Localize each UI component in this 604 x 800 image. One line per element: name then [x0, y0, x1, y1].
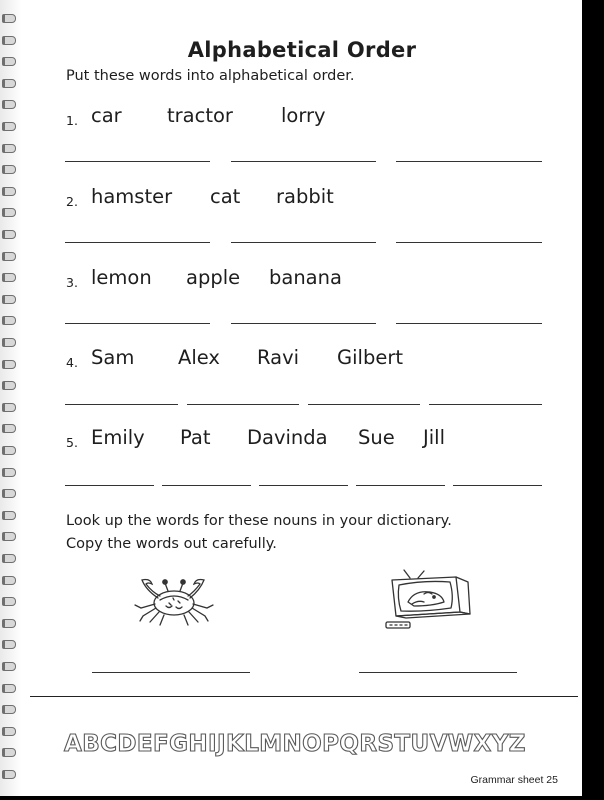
binder-ring	[2, 165, 16, 174]
word: Sue	[358, 426, 395, 449]
binder-ring	[2, 79, 16, 88]
binder-ring	[2, 662, 16, 671]
question-4	[66, 346, 566, 376]
word: Pat	[180, 426, 211, 449]
binder-ring	[2, 273, 16, 282]
binder-ring	[2, 144, 16, 153]
binder-ring	[2, 446, 16, 455]
worksheet-title: Alphabetical Order	[187, 38, 417, 62]
word: Ravi	[257, 346, 300, 369]
binder-ring	[2, 489, 16, 498]
page-edge-shadow	[582, 0, 604, 800]
binder-ring	[2, 532, 16, 541]
binder-ring	[2, 468, 16, 477]
page-bottom-edge	[0, 796, 604, 800]
binder-ring	[2, 511, 16, 520]
binder-ring	[2, 187, 16, 196]
alphabet-strip: ABCDEFGHIJKLMNOPQRSTUVWXYZ	[64, 731, 526, 757]
answer-line[interactable]	[396, 242, 542, 243]
binder-ring	[2, 230, 16, 239]
answer-line[interactable]	[65, 323, 210, 324]
answer-line[interactable]	[162, 485, 251, 486]
answer-line[interactable]	[231, 323, 376, 324]
instruction-dictionary-1: Look up the words for these nouns in your dictionary.	[66, 513, 452, 529]
binder-ring	[2, 208, 16, 217]
word: cat	[210, 185, 241, 208]
binder-ring	[2, 684, 16, 693]
binder-ring	[2, 424, 16, 433]
binder-spine	[0, 0, 22, 800]
binder-ring	[2, 748, 16, 757]
word: car	[91, 104, 122, 127]
binder-ring	[2, 316, 16, 325]
binder-ring	[2, 338, 16, 347]
question-number: 1.	[66, 113, 78, 128]
answer-line[interactable]	[65, 161, 210, 162]
crab-icon	[128, 570, 218, 630]
answer-line[interactable]	[65, 485, 154, 486]
answer-line[interactable]	[259, 485, 348, 486]
answer-line[interactable]	[429, 404, 542, 405]
word: Jill	[423, 426, 446, 449]
binder-ring	[2, 403, 16, 412]
binder-ring	[2, 14, 16, 23]
binder-ring	[2, 252, 16, 261]
binder-ring	[2, 705, 16, 714]
word: Davinda	[247, 426, 328, 449]
word: Alex	[178, 346, 220, 369]
word: Emily	[91, 426, 145, 449]
answer-line[interactable]	[308, 404, 420, 405]
answer-line-television[interactable]	[359, 672, 517, 673]
question-5	[66, 426, 566, 456]
binder-ring	[2, 100, 16, 109]
binder-ring	[2, 295, 16, 304]
binder-ring	[2, 381, 16, 390]
answer-line[interactable]	[453, 485, 542, 486]
answer-line-crab[interactable]	[92, 672, 250, 673]
question-1	[66, 104, 566, 134]
question-number: 5.	[66, 435, 78, 450]
instruction-alphabetical: Put these words into alphabetical order.	[66, 68, 355, 84]
binder-ring	[2, 360, 16, 369]
binder-ring	[2, 770, 16, 779]
word: lemon	[91, 266, 152, 289]
answer-line[interactable]	[231, 242, 376, 243]
binder-ring	[2, 597, 16, 606]
question-number: 3.	[66, 275, 78, 290]
word: apple	[186, 266, 241, 289]
question-number: 2.	[66, 194, 78, 209]
answer-line[interactable]	[356, 485, 445, 486]
question-3	[66, 266, 566, 296]
question-2	[66, 185, 566, 215]
binder-ring	[2, 554, 16, 563]
binder-ring	[2, 576, 16, 585]
answer-line[interactable]	[396, 161, 542, 162]
binder-ring	[2, 640, 16, 649]
word: banana	[269, 266, 342, 289]
answer-line[interactable]	[396, 323, 542, 324]
word: lorry	[281, 104, 326, 127]
binder-ring	[2, 619, 16, 628]
section-divider	[30, 696, 578, 697]
word: tractor	[167, 104, 233, 127]
word: hamster	[91, 185, 173, 208]
answer-line[interactable]	[231, 161, 376, 162]
answer-line[interactable]	[65, 404, 178, 405]
answer-line[interactable]	[187, 404, 299, 405]
binder-ring	[2, 122, 16, 131]
binder-ring	[2, 727, 16, 736]
footer-sheet-label: Grammar sheet 25	[470, 774, 558, 786]
question-number: 4.	[66, 355, 78, 370]
word: Sam	[91, 346, 135, 369]
word: rabbit	[276, 185, 334, 208]
answer-line[interactable]	[65, 242, 210, 243]
instruction-dictionary-2: Copy the words out carefully.	[66, 536, 277, 552]
word: Gilbert	[337, 346, 403, 369]
television-icon	[384, 568, 474, 634]
